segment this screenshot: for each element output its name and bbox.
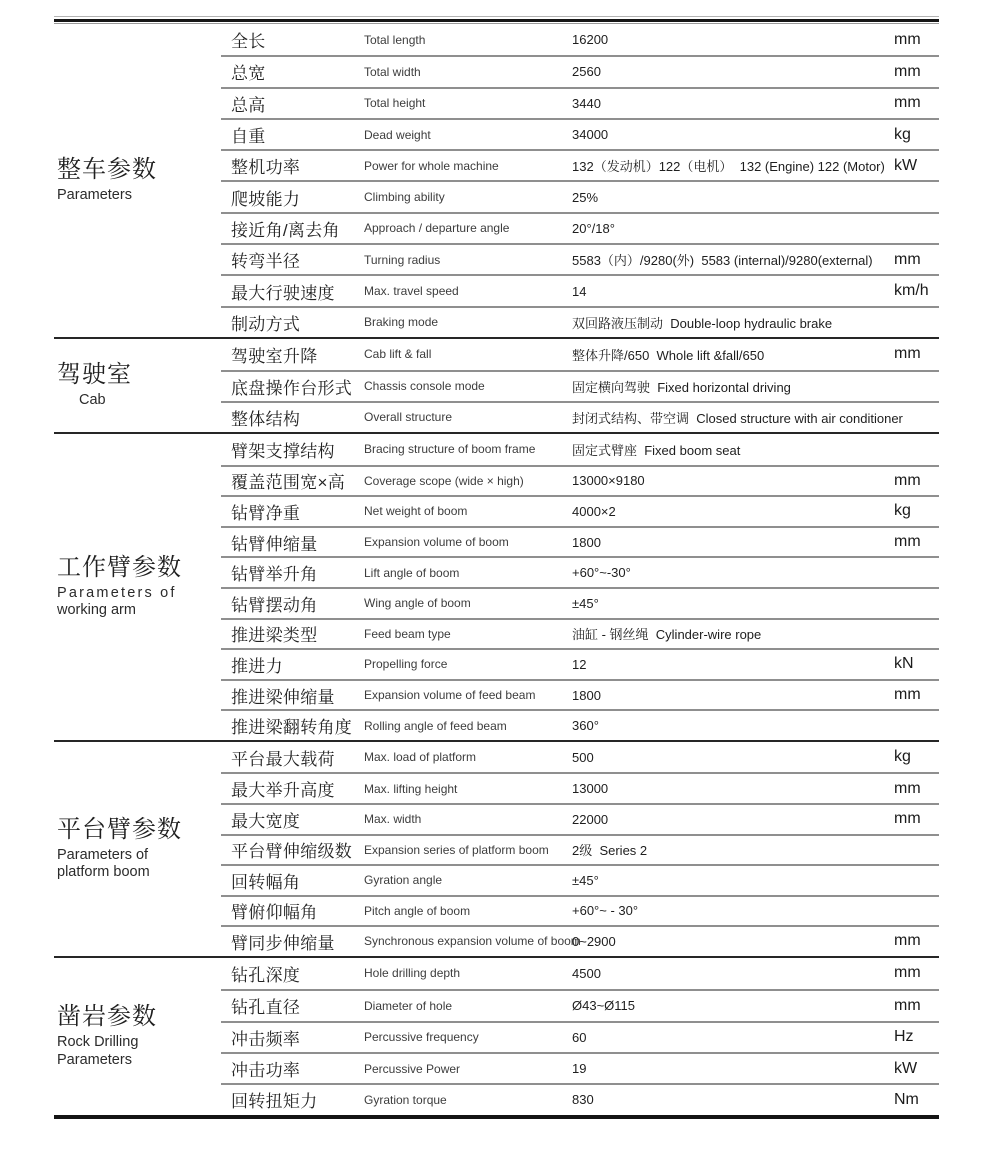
param-name-en: Max. travel speed xyxy=(364,284,459,299)
param-unit: mm xyxy=(894,932,921,950)
param-name-en: Gyration angle xyxy=(364,873,443,888)
param-name-en: Expansion series of platform boom xyxy=(364,842,549,857)
param-name-cn: 最大举升高度 xyxy=(231,781,335,801)
table-row xyxy=(221,1052,939,1083)
param-name-cn: 臂俯仰幅角 xyxy=(231,903,318,923)
section-rows xyxy=(221,958,939,1115)
param-name-en: Hole drilling depth xyxy=(364,966,461,981)
param-name-cn: 自重 xyxy=(231,127,266,147)
param-unit: mm xyxy=(894,94,921,112)
param-unit: mm xyxy=(894,471,921,489)
section-title-en-line: working arm xyxy=(57,602,136,619)
table-row xyxy=(221,370,939,401)
param-unit: kg xyxy=(894,502,911,520)
table-row xyxy=(221,772,939,803)
param-name-en: Net weight of boom xyxy=(364,504,468,519)
param-name-en: Bracing structure of boom frame xyxy=(364,442,536,457)
param-name-en: Total width xyxy=(364,64,421,79)
param-name-en: Total height xyxy=(364,96,426,111)
param-value: 整体升降/650 Whole lift &fall/650 xyxy=(572,347,765,363)
param-unit: kW xyxy=(894,156,918,174)
section-title-en-line: Cab xyxy=(79,392,106,409)
param-name-en: Pitch angle of boom xyxy=(364,903,471,918)
param-value: 油缸 - 钢丝绳 Cylinder-wire rope xyxy=(572,627,762,643)
param-value: Ø43~Ø115 xyxy=(572,998,636,1014)
param-name-en: Percussive frequency xyxy=(364,1030,479,1045)
param-unit: mm xyxy=(894,250,921,268)
table-row xyxy=(221,648,939,679)
table-row xyxy=(221,1083,939,1114)
param-name-cn: 回转幅角 xyxy=(231,872,301,892)
param-value: 830 xyxy=(572,1092,594,1108)
table-row xyxy=(221,618,939,649)
table-row xyxy=(221,495,939,526)
table-row xyxy=(221,274,939,305)
table-row xyxy=(221,24,939,55)
param-value: 12 xyxy=(572,656,587,672)
section-vehicle xyxy=(54,24,939,339)
param-value: 2560 xyxy=(572,64,601,80)
section-title-en-line: platform boom xyxy=(57,864,150,881)
table-row xyxy=(221,989,939,1020)
section-label xyxy=(54,434,221,740)
param-name-cn: 底盘操作台形式 xyxy=(231,378,353,398)
param-unit: mm xyxy=(894,810,921,828)
table-row xyxy=(221,1021,939,1052)
param-name-cn: 钻臂净重 xyxy=(231,503,301,523)
param-name-cn: 冲击频率 xyxy=(231,1029,301,1049)
param-name-en: Max. lifting height xyxy=(364,781,458,796)
param-unit: mm xyxy=(894,686,921,704)
param-name-en: Power for whole machine xyxy=(364,158,499,173)
param-name-cn: 整机功率 xyxy=(231,158,301,178)
param-name-cn: 平台最大载荷 xyxy=(231,749,335,769)
param-unit: mm xyxy=(894,533,921,551)
param-name-en: Cab lift & fall xyxy=(364,347,432,362)
spec-table xyxy=(54,24,939,1115)
table-row xyxy=(221,526,939,557)
param-name-en: Wing angle of boom xyxy=(364,596,471,611)
param-name-cn: 推进梁伸缩量 xyxy=(231,687,335,707)
section-title-en xyxy=(57,1034,221,1069)
table-row xyxy=(221,55,939,86)
param-unit: mm xyxy=(894,996,921,1014)
section-title-cn: 平台臂参数 xyxy=(57,815,182,843)
param-unit: kW xyxy=(894,1059,918,1077)
param-name-cn: 平台臂伸缩级数 xyxy=(231,842,353,862)
param-value: 4000×2 xyxy=(572,503,616,519)
param-name-cn: 臂同步伸缩量 xyxy=(231,933,335,953)
spec-sheet xyxy=(54,16,939,1119)
param-name-en: Gyration torque xyxy=(364,1092,447,1107)
param-value: 5583（内）/9280(外) 5583 (internal)/9280(external) xyxy=(572,253,873,269)
param-name-cn: 臂架支撑结构 xyxy=(231,441,335,461)
param-unit: mm xyxy=(894,30,921,48)
section-rows xyxy=(221,339,939,432)
param-name-en: Expansion volume of boom xyxy=(364,535,509,550)
param-value: 14 xyxy=(572,283,587,299)
section-platform-boom xyxy=(54,742,939,958)
param-name-cn: 总宽 xyxy=(231,64,266,84)
param-name-cn: 钻臂举升角 xyxy=(231,565,318,585)
param-value: 固定式臂座 Fixed boom seat xyxy=(572,442,741,458)
param-name-en: Feed beam type xyxy=(364,626,451,641)
section-title-en xyxy=(57,585,221,620)
param-value: 22000 xyxy=(572,811,609,827)
param-value: 1800 xyxy=(572,687,601,703)
param-name-en: Lift angle of boom xyxy=(364,565,460,580)
table-row xyxy=(221,118,939,149)
section-title-cn: 驾驶室 xyxy=(57,361,132,389)
section-title-en-line: Parameters of xyxy=(57,584,177,601)
section-title-en-line: Parameters xyxy=(57,187,132,204)
section-title-en xyxy=(57,187,221,205)
param-value: 19 xyxy=(572,1061,587,1077)
table-row xyxy=(221,925,939,956)
param-value: 3440 xyxy=(572,95,601,111)
param-name-en: Turning radius xyxy=(364,252,441,267)
param-value: +60°~ - 30° xyxy=(572,903,639,919)
param-name-cn: 整体结构 xyxy=(231,409,301,429)
table-row xyxy=(221,709,939,740)
param-name-cn: 钻臂摆动角 xyxy=(231,595,318,615)
table-row xyxy=(221,958,939,989)
param-value: 500 xyxy=(572,749,594,765)
param-value: 4500 xyxy=(572,965,601,981)
section-title-cn: 整车参数 xyxy=(57,156,157,184)
param-name-cn: 钻孔深度 xyxy=(231,965,301,985)
section-title-en-line: Parameters of xyxy=(57,846,149,863)
param-name-en: Max. load of platform xyxy=(364,750,477,765)
section-title-en-line: Parameters xyxy=(57,1051,132,1068)
table-bottom-rule xyxy=(54,1115,939,1119)
param-name-en: Total length xyxy=(364,32,426,47)
table-row xyxy=(221,243,939,274)
param-name-cn: 最大宽度 xyxy=(231,811,301,831)
param-value: ±45° xyxy=(572,872,599,888)
section-rows xyxy=(221,24,939,337)
section-cab xyxy=(54,339,939,434)
table-row xyxy=(221,895,939,926)
table-row xyxy=(221,556,939,587)
table-row xyxy=(221,87,939,118)
param-unit: kN xyxy=(894,655,914,673)
param-value: 13000 xyxy=(572,781,609,797)
param-value: 20°/18° xyxy=(572,220,615,236)
table-row xyxy=(221,180,939,211)
param-name-en: Overall structure xyxy=(364,410,453,425)
param-value: 双回路液压制动 Double-loop hydraulic brake xyxy=(572,315,833,331)
param-value: 0~2900 xyxy=(572,933,616,949)
param-value: 1800 xyxy=(572,534,601,550)
table-row xyxy=(221,465,939,496)
param-name-en: Synchronous expansion volume of boom xyxy=(364,934,581,949)
section-title-cn: 工作臂参数 xyxy=(57,553,182,581)
param-value: 60 xyxy=(572,1029,587,1045)
param-unit: mm xyxy=(894,62,921,80)
param-unit: mm xyxy=(894,345,921,363)
param-name-cn: 推进力 xyxy=(231,656,283,676)
param-name-en: Max. width xyxy=(364,812,422,827)
param-name-cn: 推进梁翻转角度 xyxy=(231,718,353,738)
param-value: 封闭式结构、带空调 Closed structure with air conditioner xyxy=(572,410,903,426)
table-row xyxy=(221,339,939,370)
param-name-en: Climbing ability xyxy=(364,190,445,205)
section-rock-drilling xyxy=(54,958,939,1115)
param-name-cn: 钻孔直径 xyxy=(231,998,301,1018)
param-name-en: Expansion volume of feed beam xyxy=(364,688,536,703)
param-value: 132（发动机）122（电机） 132 (Engine) 122 (Motor) xyxy=(572,159,885,175)
table-row xyxy=(221,306,939,337)
param-value: 2级 Series 2 xyxy=(572,843,648,859)
param-name-en: Coverage scope (wide × high) xyxy=(364,473,524,488)
param-unit: mm xyxy=(894,964,921,982)
table-row xyxy=(221,434,939,465)
param-value: 13000×9180 xyxy=(572,473,645,489)
param-name-en: Braking mode xyxy=(364,315,439,330)
param-value: 固定横向驾驶 Fixed horizontal driving xyxy=(572,379,791,395)
param-name-en: Percussive Power xyxy=(364,1061,461,1076)
param-name-cn: 回转扭矩力 xyxy=(231,1092,318,1112)
param-unit: kg xyxy=(894,125,911,143)
section-label xyxy=(54,742,221,956)
param-value: 34000 xyxy=(572,127,609,143)
param-name-en: Approach / departure angle xyxy=(364,221,510,236)
table-row xyxy=(221,587,939,618)
table-row xyxy=(221,864,939,895)
param-name-cn: 冲击功率 xyxy=(231,1061,301,1081)
table-row xyxy=(221,212,939,243)
param-name-cn: 钻臂伸缩量 xyxy=(231,534,318,554)
table-row xyxy=(221,742,939,773)
section-rows xyxy=(221,742,939,956)
table-row xyxy=(221,149,939,180)
param-value: 25% xyxy=(572,189,599,205)
param-unit: kg xyxy=(894,748,911,766)
table-top-rule xyxy=(54,16,939,24)
param-unit: Hz xyxy=(894,1028,914,1046)
param-name-cn: 爬坡能力 xyxy=(231,189,301,209)
param-name-en: Propelling force xyxy=(364,657,448,672)
param-value: 360° xyxy=(572,718,599,734)
param-name-en: Chassis console mode xyxy=(364,379,485,394)
section-working-arm xyxy=(54,434,939,742)
param-name-cn: 最大行驶速度 xyxy=(231,283,335,303)
param-value: ±45° xyxy=(572,595,599,611)
param-name-en: Rolling angle of feed beam xyxy=(364,718,507,733)
section-title-en xyxy=(57,847,221,882)
section-title-en xyxy=(57,392,221,410)
param-name-en: Diameter of hole xyxy=(364,998,453,1013)
param-name-en: Dead weight xyxy=(364,127,431,142)
param-name-cn: 制动方式 xyxy=(231,314,301,334)
table-row xyxy=(221,679,939,710)
param-unit: km/h xyxy=(894,282,929,300)
param-name-cn: 覆盖范围宽×高 xyxy=(231,473,346,493)
table-row xyxy=(221,834,939,865)
param-value: 16200 xyxy=(572,32,609,48)
section-label xyxy=(54,24,221,337)
param-value: +60°~-30° xyxy=(572,565,631,581)
section-title-en-line: Rock Drilling xyxy=(57,1033,139,1050)
table-row xyxy=(221,803,939,834)
param-name-cn: 接近角/离去角 xyxy=(231,220,340,240)
param-name-cn: 推进梁类型 xyxy=(231,626,318,646)
section-label xyxy=(54,958,221,1115)
param-name-cn: 转弯半径 xyxy=(231,252,301,272)
param-name-cn: 全长 xyxy=(231,32,266,52)
param-name-cn: 驾驶室升降 xyxy=(231,346,318,366)
param-unit: Nm xyxy=(894,1090,919,1108)
section-rows xyxy=(221,434,939,740)
table-row xyxy=(221,401,939,432)
section-title-cn: 凿岩参数 xyxy=(57,1003,157,1031)
section-label xyxy=(54,339,221,432)
param-name-cn: 总高 xyxy=(231,95,266,115)
param-unit: mm xyxy=(894,779,921,797)
